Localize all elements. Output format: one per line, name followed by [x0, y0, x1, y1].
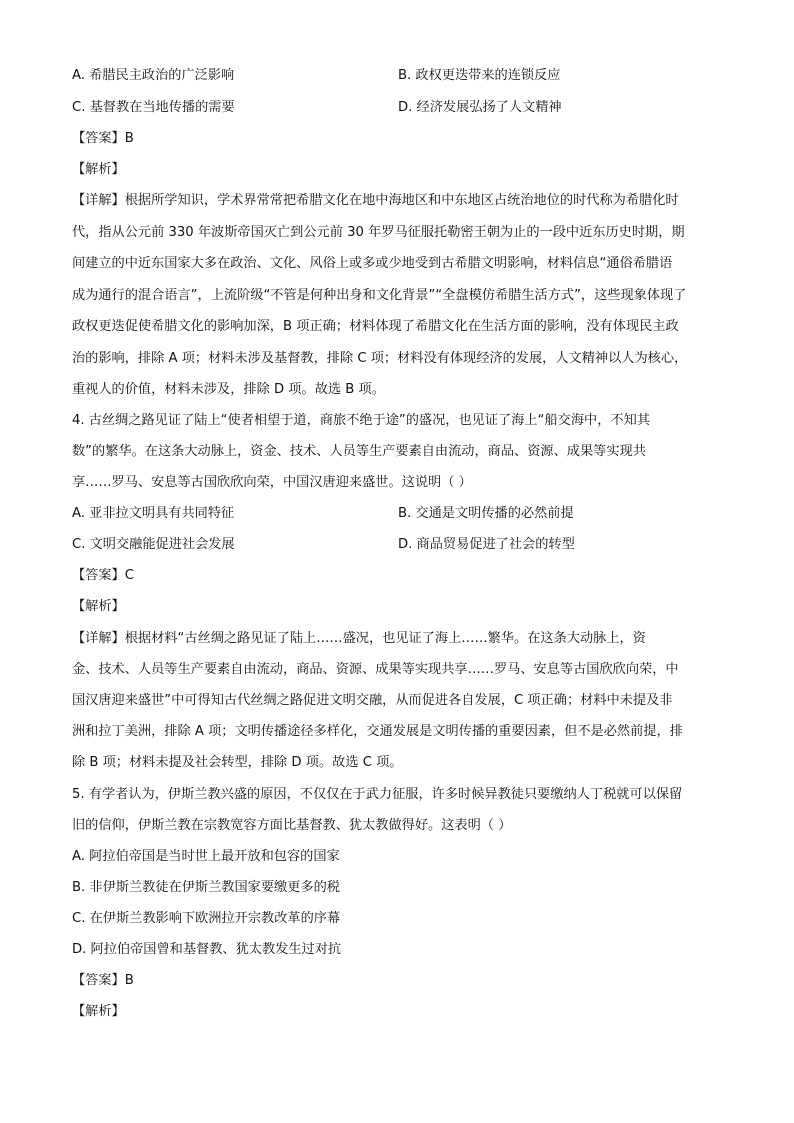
q5-option-b: B. 非伊斯兰教徒在伊斯兰教国家要缴更多的税	[72, 880, 340, 895]
q4-stem-line: 享……罗马、安息等古国欣欣向荣，中国汉唐迎来盛世。这说明（ ）	[72, 475, 472, 490]
q4-stem-line: 4. 古丝绸之路见证了陆上“使者相望于道，商旅不绝于途”的盛况，也见证了海上“船交海中，不知其	[72, 413, 650, 428]
q3-detail-line: 政权更迭促使希腊文化的影响加深，B 项正确；材料体现了希腊文化在生活方面的影响，没有体现民主政	[72, 319, 679, 334]
q4-option-b: B. 交通是文明传播的必然前提	[398, 506, 574, 521]
q4-answer: 【答案】C	[72, 568, 134, 583]
q3-detail-line: 成为通行的混合语言”，上流阶级“不管是何种出身和文化背景”“全盘模仿希腊生活方式”，这些现象体现了	[72, 288, 687, 303]
q5-stem-line: 5. 有学者认为，伊斯兰教兴盛的原因，不仅仅在于武力征服，许多时候异教徒只要缴纳人丁税就可以保留	[72, 787, 683, 802]
q4-option-c: C. 文明交融能促进社会发展	[72, 537, 235, 552]
q3-detail-line: 代，指从公元前 330 年波斯帝国灭亡到公元前 30 年罗马征服托勒密王朝为止的一段中近东历史时期，期	[72, 225, 685, 240]
q3-option-a: A. 希腊民主政治的广泛影响	[72, 68, 235, 83]
q4-detail-line: 金、技术、人员等生产要素自由流动，商品、资源、成果等实现共享……罗马、安息等古国欣欣向荣，中	[72, 662, 679, 677]
q5-option-c: C. 在伊斯兰教影响下欧洲拉开宗教改革的序幕	[72, 911, 341, 926]
q5-stem-line: 旧的信仰，伊斯兰教在宗教宽容方面比基督教、犹太教做得好。这表明（ ）	[72, 818, 512, 833]
q3-detail-line: 重视人的价值，材料未涉及，排除 D 项。故选 B 项。	[72, 382, 385, 397]
q5-option-a: A. 阿拉伯帝国是当时世上最开放和包容的国家	[72, 849, 340, 864]
q4-detail-line: 【详解】根据材料“古丝绸之路见证了陆上……盛况，也见证了海上……繁华。在这条大动脉上，资	[72, 631, 646, 646]
q3-detail-line: 间建立的中近东国家大多在政治、文化、风俗上或多或少地受到古希腊文明影响，材料信息“通俗希腊语	[72, 256, 673, 271]
q3-option-d: D. 经济发展弘扬了人文精神	[398, 100, 562, 115]
q4-option-d: D. 商品贸易促进了社会的转型	[398, 537, 575, 552]
q4-analysis-label: 【解析】	[72, 599, 125, 614]
q4-detail-line: 国汉唐迎来盛世”中可得知古代丝绸之路促进文明交融，从而促进各自发展，C 项正确；材料中未提及非	[72, 693, 673, 708]
q4-detail-line: 除 B 项；材料未提及社会转型，排除 D 项。故选 C 项。	[72, 755, 403, 770]
q3-option-b: B. 政权更迭带来的连锁反应	[398, 68, 561, 83]
q5-analysis-label: 【解析】	[72, 1004, 125, 1019]
q4-detail-line: 洲和拉丁美洲，排除 A 项；文明传播途径多样化，交通发展是文明传播的重要因素，但不是必然前提，排	[72, 724, 683, 739]
q5-answer: 【答案】B	[72, 973, 134, 988]
q3-answer: 【答案】B	[72, 131, 134, 146]
q3-analysis-label: 【解析】	[72, 162, 125, 177]
q4-stem-line: 数”的繁华。在这条大动脉上，资金、技术、人员等生产要素自由流动，商品、资源、成果等实现共	[72, 444, 646, 459]
q3-detail-line: 【详解】根据所学知识，学术界常常把希腊文化在地中海地区和中东地区占统治地位的时代称为希腊化时	[72, 193, 679, 208]
q3-option-c: C. 基督教在当地传播的需要	[72, 100, 235, 115]
q3-detail-line: 治的影响，排除 A 项；材料未涉及基督教，排除 C 项；材料没有体现经济的发展，人文精神以人为核心，	[72, 351, 688, 366]
q5-option-d: D. 阿拉伯帝国曾和基督教、犹太教发生过对抗	[72, 942, 342, 957]
q4-option-a: A. 亚非拉文明具有共同特征	[72, 506, 235, 521]
